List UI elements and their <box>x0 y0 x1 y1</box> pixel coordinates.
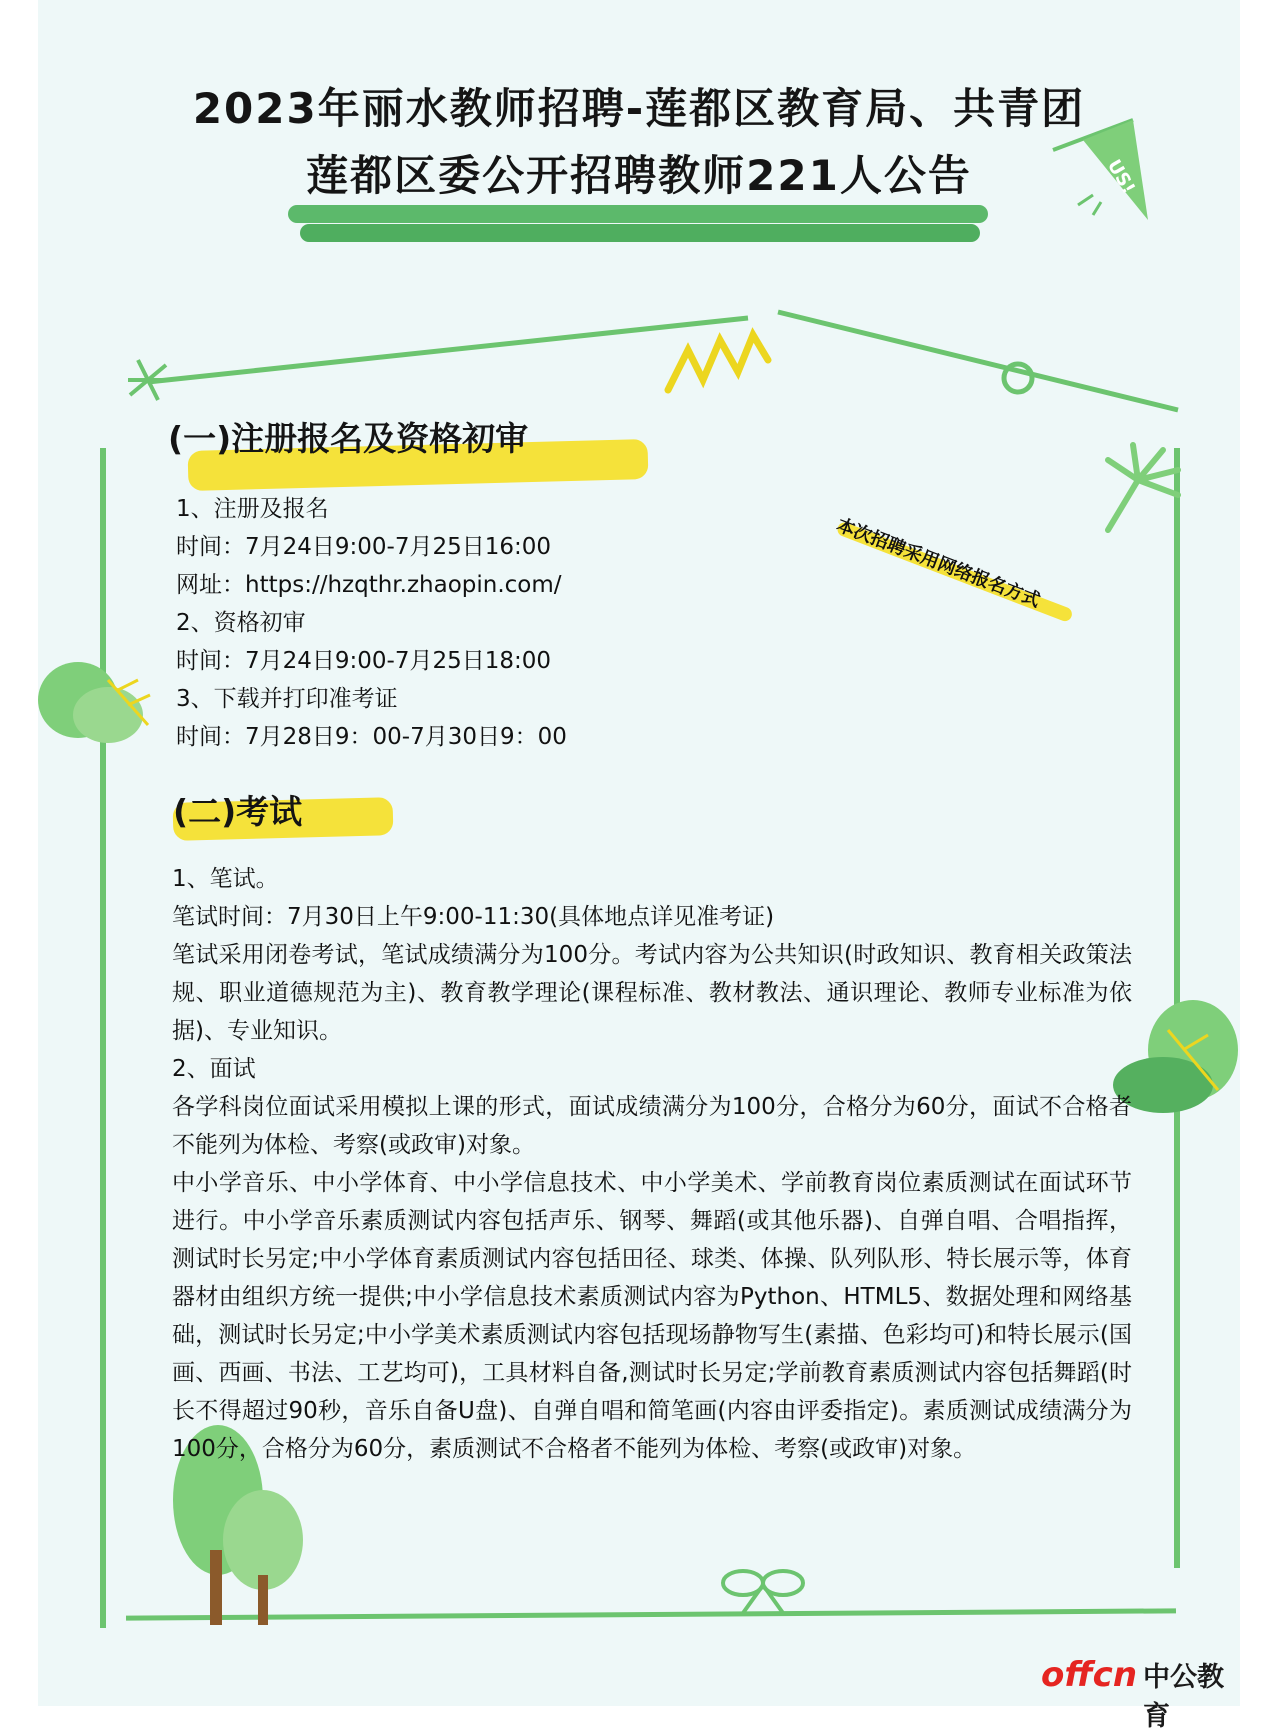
s1-line: 1、注册及报名 <box>176 496 329 522</box>
leaf-left-icon <box>38 650 158 760</box>
s2-para-written: 笔试采用闭卷考试，笔试成绩满分为100分。考试内容为公共知识(时政知识、教育相关政策法规、职业道德规范为主)、教育教学理论(课程标准、教材教法、通识理论、教师专业标准为依据)、专业知识。 <box>172 942 1132 1044</box>
side-note: 本次招聘采用网络报名方式 <box>833 514 1043 612</box>
s1-line: 时间：7月24日9:00-7月25日16:00 <box>176 534 552 560</box>
s2-para-quality: 中小学音乐、中小学体育、中小学信息技术、中小学美术、学前教育岗位素质测试在面试环节进行。中小学音乐素质测试内容包括声乐、钢琴、舞蹈(或其他乐器)、自弹自唱、合唱指挥，测试时长另定;中小学体育素质测试内容包括田径、球类、体操、队列队形、特长展示等，体育器材由组织方统一提供;中小学信息技术素质测试内容为Python、HTML5、数据处理和网络基础，测试时长另定;中小学美术素质测试内容包括现场静物写生(素描、色彩均可)和特长展示(国画、西画、书法、工艺均可)，工具材料自备,测试时长另定;学前教育素质测试内容包括舞蹈(时长不得超过90秒，音乐自备U盘)、自弹自唱和简笔画(内容由评委指定)。素质测试成绩满分为100分，合格分为60分，素质测试不合格者不能列为体检、考察(或政审)对象。 <box>172 1170 1132 1462</box>
s1-line: 2、资格初审 <box>176 610 306 636</box>
s2-line: 笔试时间：7月30日上午9:00-11:30(具体地点详见准考证) <box>172 904 775 930</box>
palm-leaf-icon <box>1078 440 1188 540</box>
frame-left <box>100 448 106 1628</box>
frame-top-decoration <box>98 300 1218 430</box>
s1-line: 时间：7月28日9：00-7月30日9：00 <box>176 724 567 750</box>
s1-line: 时间：7月24日9:00-7月25日18:00 <box>176 648 552 674</box>
title-underline <box>288 205 988 223</box>
s1-url: 网址：https://hzqthr.zhaopin.com/ <box>176 572 562 598</box>
s2-para-interview: 各学科岗位面试采用模拟上课的形式，面试成绩满分为100分，合格分为60分，面试不合格者不能列为体检、考察(或政审)对象。 <box>172 1094 1132 1158</box>
pennant-icon <box>1053 110 1153 230</box>
s2-line: 1、笔试。 <box>172 866 279 892</box>
s2-line: 2、面试 <box>172 1056 256 1082</box>
section-2-heading: (二)考试 <box>173 792 303 831</box>
poster <box>38 0 1240 1732</box>
logo-en: offcn <box>1041 1655 1138 1695</box>
title-line-2: 莲都区委公开招聘教师221人公告 <box>306 151 972 200</box>
logo-cn: 中公教育 <box>1143 1662 1225 1732</box>
section-1-heading: (一)注册报名及资格初审 <box>168 419 529 458</box>
title-line-1: 2023年丽水教师招聘-莲都区教育局、共青团 <box>192 84 1086 133</box>
s1-line: 3、下载并打印准考证 <box>176 686 398 712</box>
flag-text: US! <box>1102 156 1140 198</box>
title-underline-2 <box>300 224 980 242</box>
offcn-logo <box>1041 1655 1240 1733</box>
bow-icon <box>718 1555 808 1615</box>
